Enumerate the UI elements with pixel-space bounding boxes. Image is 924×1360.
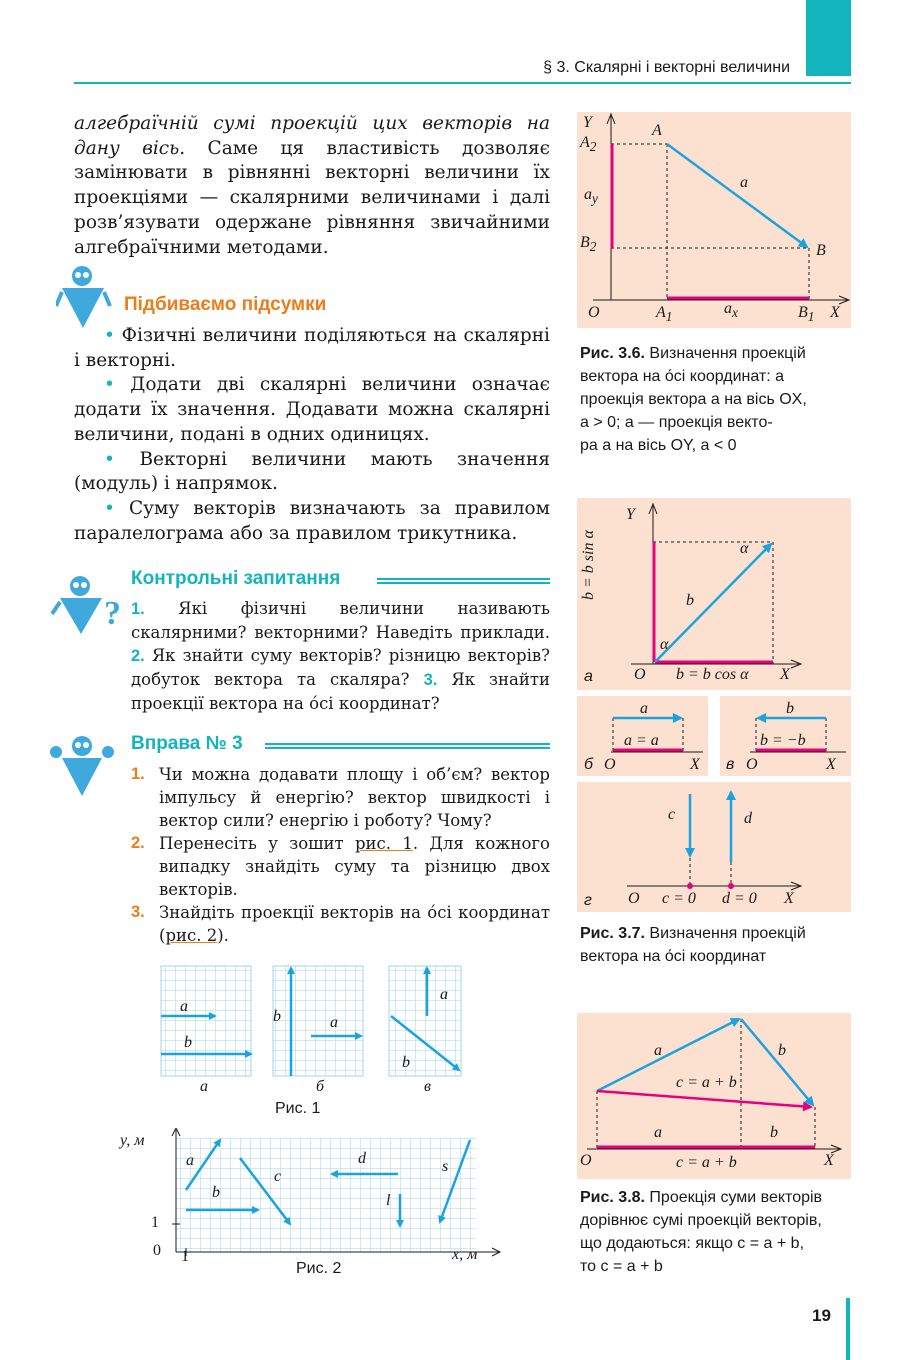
fig1-label: a [440,986,448,1003]
fig37v-o: O [746,756,758,773]
fig2-label: l [386,1192,391,1209]
fig38-b: b [778,1042,786,1059]
fig1-panel-v: в [424,1078,431,1095]
intro-paragraph [74,112,550,260]
fig37-tag-a: а [584,668,593,685]
page-number: 19 [812,1306,831,1325]
summary-list [74,324,550,546]
fig1-grid-b [273,966,363,1076]
fig38-x: X [824,1152,834,1169]
fig37a-o: O [634,666,646,683]
fig2-tick-y: 1 [151,1214,159,1231]
fig37v-x: X [826,756,836,773]
fig36-origin: O [588,304,600,321]
questions-text: 1. Які фізичні величини називають скалярними? векторними? Наведіть приклади. 2. Як знайти суму векторів? різницю векторів? добуток вектора та скаляра? 3. Як знайти проекції вектора на о́сі координат? [131,599,551,713]
fig2-y-label: y, м [120,1132,145,1149]
fig37v-vec: b [786,700,794,717]
fig1-link[interactable]: рис. 1 [354,834,413,853]
fig2-label: b [212,1184,220,1201]
summary-title: Підбиваємо підсумки [124,294,327,315]
fig36-b2: $B_2$ [580,234,597,255]
fig37g-cx: c = 0 [662,890,696,907]
fig37b-proj: a = a [624,732,659,749]
mascot-questions-icon [50,572,122,638]
fig36-x: X [830,304,840,321]
fig37a-by: b = b sin α [580,530,597,600]
questions-title: Контрольні запитання [131,568,341,589]
fig38-cx: c = a + b [676,1154,737,1171]
page-number-bar [846,1298,850,1360]
section-header: § 3. Скалярні і векторні величини [543,59,790,76]
fig36-ay: $a_y$ [584,186,598,207]
fig37g-vec-c: c [668,806,676,823]
fig37-panel-a [577,498,851,690]
fig36-point-b: B [816,242,826,259]
fig2-label: s [442,1158,449,1175]
fig37a-alpha-top: α [740,540,749,557]
fig36-plot [577,112,851,328]
fig2-x-label: x, м [452,1246,478,1263]
intro-italic: алгебраїчній сумі проекцій цих векторів на дану вісь. [74,113,550,159]
fig2-label: a [186,1152,194,1169]
questions-rule [377,578,550,584]
fig36-point-a: A [652,122,662,139]
fig37-caption: Рис. 3.7. Визначення проекцій вектора на о́сі координат [580,925,806,965]
fig1-grids [155,960,475,1080]
fig36-a1: $A_1$ [656,304,673,325]
fig1-label: a [180,998,188,1015]
fig37-tag-b: б [584,756,593,773]
fig36-y: Y [583,114,592,131]
fig2-label: c [274,1168,282,1185]
svg-text:?: ? [104,595,121,632]
fig38-a: a [654,1042,662,1059]
exercise-item-1: 1. Чи можна додавати площу і об’єм? вектор імпульсу й енергію? вектор швидкості і вектор сили? енергію і роботу? Чому? [131,765,550,830]
fig37a-x: X [780,666,790,683]
fig36-b1: $B_1$ [798,304,815,325]
fig38-bx: b [770,1124,778,1141]
fig36-caption: Рис. 3.6. Визначення проекцій вектора на о́сі координат: a проекція вектора a на вісь OX, a > 0; a — проекція векто- ра a на вісь OY, a < 0 [580,345,807,454]
fig1-grid-v [389,966,461,1076]
fig1-label: b [184,1034,192,1051]
fig2-origin: 0 [153,1242,161,1259]
fig36-vec-label: a [740,174,748,191]
fig2-label: d [358,1150,366,1167]
fig1-label: b [402,1054,410,1071]
summary-bullet: • Суму векторів визначають за правилом паралелограма або за правилом трикутника. [74,497,550,544]
summary-bullet: • Векторні величини мають значення (модуль) і напрямок. [74,448,550,495]
fig37b-x: X [690,756,700,773]
fig37a-vec: b [686,592,694,609]
fig37v-proj: b = −b [760,732,806,749]
fig1-label: a [330,1014,338,1031]
exercise-rule [265,743,550,749]
fig37-tag-v: в [726,756,735,773]
fig37b-vec: a [640,700,648,717]
fig37g-x: X [784,890,794,907]
fig38-c: c = a + b [676,1074,737,1091]
fig1-grid-a [161,966,251,1076]
fig1-label: b [273,1008,281,1025]
fig2-tick-x: 1 [181,1248,189,1265]
fig36-ax: $a_x$ [724,300,738,321]
fig37a-bx: b = b cos α [676,666,749,683]
fig1-panel-a: а [200,1078,208,1095]
fig37g-vec-d: d [744,810,752,827]
summary-bullet: • Додати дві скалярні величини означає додати їх значення. Додавати можна скалярні величини, подані в одних одиницях. [74,374,550,445]
fig37-panel-g [577,782,851,912]
fig1-caption: Рис. 1 [275,1100,321,1117]
fig36-vector [667,144,807,247]
header-rule [74,82,851,84]
fig38-o: O [580,1152,592,1169]
intro-rest: Саме ця властивість дозволяє замінювати в рівнянні векторні величини їх проекціями — скалярними величинами і далі розв’язувати одержане рівняння звичайними алгебраїчними методами. [74,137,550,258]
fig2-link[interactable]: рис. 2 [165,926,218,945]
fig38-caption: Рис. 3.8. Проекція суми векторів дорівнює сумі проекцій векторів, що додаються: якщо c = a + b, то c = a + b [580,1189,823,1275]
fig37g-o: O [628,890,640,907]
exercise-item-2: 2. Перенесіть у зошит рис. 1. Для кожного випадку знайдіть суму та різницю двох векторів. [131,834,550,899]
chapter-tab [806,0,851,76]
exercise-item-3: 3. Знайдіть проекції векторів на о́сі координат (рис. 2). [131,903,550,945]
mascot-exercise-icon [50,732,114,798]
exercise-title: Вправа № 3 [131,733,243,754]
fig37-tag-g: г [584,892,592,909]
fig37a-y: Y [626,506,635,523]
fig1-panel-b: б [316,1078,325,1095]
fig37b-o: O [604,756,616,773]
fig2-caption: Рис. 2 [296,1260,342,1277]
fig36-a2: $A_2$ [580,134,597,155]
summary-bullet: • Фізичні величини поділяються на скалярні і векторні. [74,325,550,371]
fig37a-alpha-bot: α [660,636,669,653]
fig38-ax: a [654,1124,662,1141]
fig37g-dx: d = 0 [722,890,757,907]
